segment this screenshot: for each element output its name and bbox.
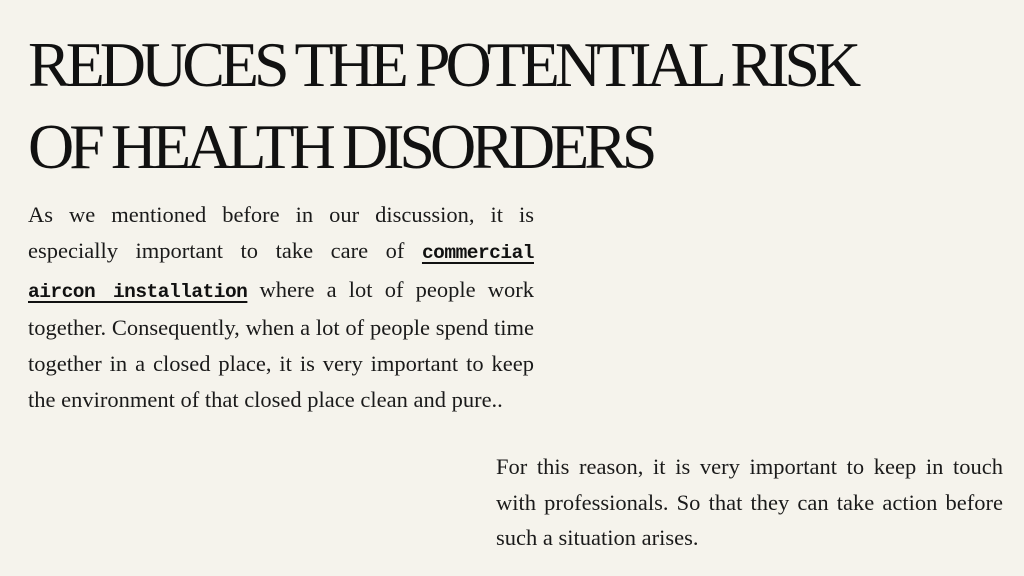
slide-title-line-1: REDUCES THE POTENTIAL RISK bbox=[28, 29, 857, 100]
left-paragraph-text-before-link: As we mentioned before in our discussion, it is especially important to take care of bbox=[28, 202, 534, 263]
slide-title bbox=[28, 24, 1018, 188]
left-paragraph bbox=[28, 197, 534, 418]
commercial-aircon-installation-link[interactable]: commercial aircon installation bbox=[28, 241, 534, 303]
right-paragraph: For this reason, it is very important to keep in touch with professionals. So that they can take action before such a situation arises. bbox=[496, 454, 1003, 550]
left-paragraph-text-after-link: where a lot of people work together. Consequently, when a lot of people spend time together in a closed place, it is very important to keep the environment of that closed place clean and pure.. bbox=[28, 276, 534, 412]
slide-title-line-2: OF HEALTH DISORDERS bbox=[28, 111, 653, 182]
